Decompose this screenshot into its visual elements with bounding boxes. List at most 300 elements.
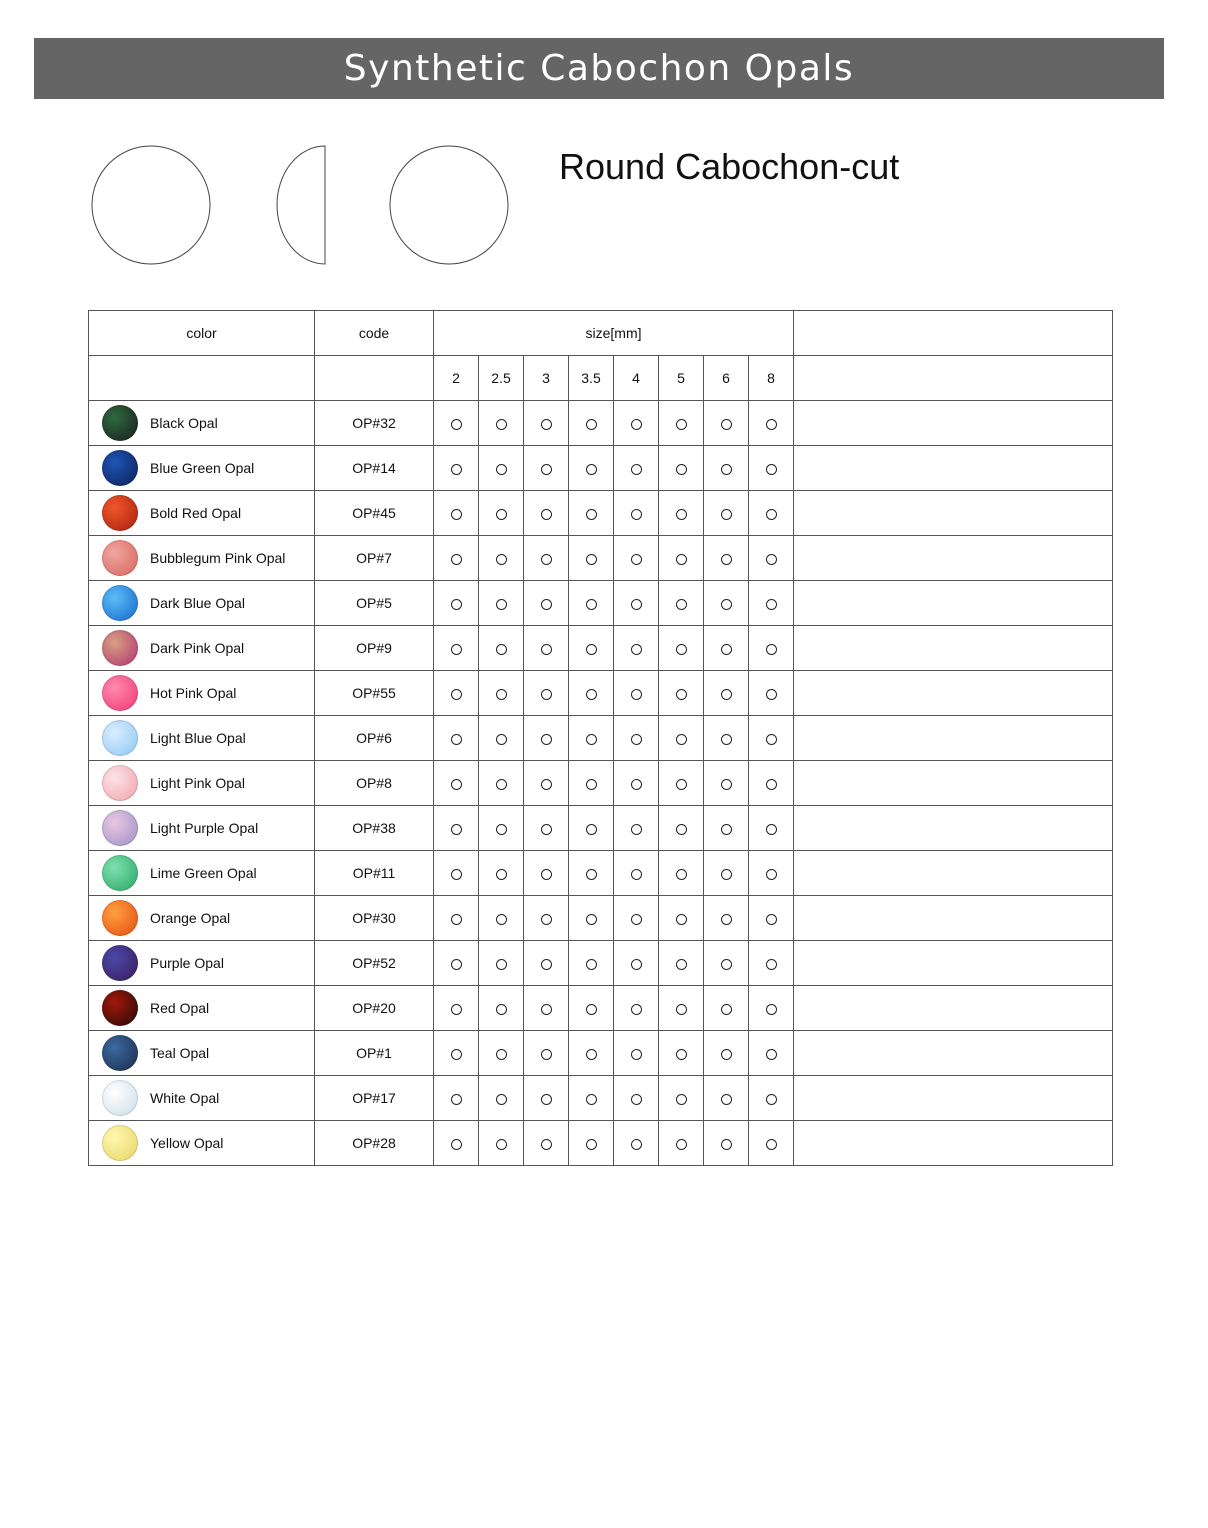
availability-circle-icon [766, 644, 777, 655]
availability-circle-icon [721, 554, 732, 565]
blank-cell [794, 626, 1113, 671]
availability-cell [749, 941, 794, 986]
availability-circle-icon [451, 689, 462, 700]
opal-name: Red Opal [150, 1000, 210, 1016]
opal-swatch-icon [102, 945, 138, 981]
size-header-cell: 2.5 [479, 356, 524, 401]
availability-circle-icon [721, 689, 732, 700]
availability-cell [524, 581, 569, 626]
availability-circle-icon [766, 869, 777, 880]
opal-name: Dark Pink Opal [150, 640, 245, 656]
availability-circle-icon [496, 959, 507, 970]
availability-circle-icon [766, 689, 777, 700]
size-header-cell: 2 [434, 356, 479, 401]
opal-code: OP#17 [315, 1076, 434, 1121]
blank-cell [794, 1121, 1113, 1166]
size-header-cell: 6 [704, 356, 749, 401]
availability-cell [524, 716, 569, 761]
availability-circle-icon [631, 1139, 642, 1150]
opal-swatch-icon [102, 540, 138, 576]
color-cell [89, 896, 315, 941]
opal-code: OP#45 [315, 491, 434, 536]
availability-circle-icon [496, 1139, 507, 1150]
opal-name: Light Pink Opal [150, 775, 245, 791]
availability-circle-icon [676, 914, 687, 925]
opal-code: OP#1 [315, 1031, 434, 1076]
opal-swatch-icon [102, 990, 138, 1026]
color-cell [89, 1076, 315, 1121]
availability-cell [524, 761, 569, 806]
availability-cell [614, 446, 659, 491]
availability-circle-icon [766, 464, 777, 475]
color-cell [89, 716, 315, 761]
availability-circle-icon [721, 1049, 732, 1060]
availability-cell [479, 671, 524, 716]
availability-cell [569, 581, 614, 626]
availability-cell [614, 851, 659, 896]
opal-swatch-icon [102, 900, 138, 936]
availability-cell [659, 401, 704, 446]
availability-circle-icon [451, 644, 462, 655]
blank-cell [794, 716, 1113, 761]
availability-circle-icon [541, 644, 552, 655]
color-cell [89, 491, 315, 536]
cabochon-shape-diagram [88, 142, 518, 270]
availability-circle-icon [496, 914, 507, 925]
availability-cell [659, 1076, 704, 1121]
availability-circle-icon [721, 734, 732, 745]
availability-cell [524, 851, 569, 896]
availability-circle-icon [586, 509, 597, 520]
availability-circle-icon [631, 914, 642, 925]
table-row [89, 401, 1113, 446]
table-row [89, 1076, 1113, 1121]
availability-circle-icon [766, 779, 777, 790]
opal-code: OP#32 [315, 401, 434, 446]
availability-circle-icon [721, 1094, 732, 1105]
opal-name: Purple Opal [150, 955, 224, 971]
table-row [89, 851, 1113, 896]
availability-circle-icon [676, 779, 687, 790]
availability-cell [614, 716, 659, 761]
availability-cell [704, 401, 749, 446]
availability-cell [569, 896, 614, 941]
availability-cell [749, 1121, 794, 1166]
availability-circle-icon [676, 1049, 687, 1060]
availability-cell [704, 716, 749, 761]
availability-circle-icon [541, 599, 552, 610]
color-cell [89, 1121, 315, 1166]
availability-cell [614, 401, 659, 446]
availability-cell [749, 581, 794, 626]
availability-cell [749, 671, 794, 716]
availability-cell [749, 491, 794, 536]
availability-circle-icon [451, 599, 462, 610]
availability-cell [569, 446, 614, 491]
availability-circle-icon [766, 509, 777, 520]
availability-cell [704, 941, 749, 986]
availability-circle-icon [721, 869, 732, 880]
availability-cell [614, 896, 659, 941]
opal-code: OP#28 [315, 1121, 434, 1166]
availability-circle-icon [451, 419, 462, 430]
availability-circle-icon [631, 1049, 642, 1060]
availability-cell [659, 716, 704, 761]
availability-circle-icon [451, 914, 462, 925]
availability-circle-icon [766, 1004, 777, 1015]
availability-cell [659, 986, 704, 1031]
availability-cell [479, 1031, 524, 1076]
side-view-dome [277, 146, 325, 264]
availability-circle-icon [586, 779, 597, 790]
color-cell [89, 671, 315, 716]
availability-circle-icon [676, 1004, 687, 1015]
availability-circle-icon [631, 824, 642, 835]
availability-circle-icon [541, 959, 552, 970]
availability-circle-icon [766, 1049, 777, 1060]
availability-cell [614, 491, 659, 536]
availability-cell [434, 896, 479, 941]
availability-circle-icon [586, 1094, 597, 1105]
table-row [89, 536, 1113, 581]
availability-cell [479, 806, 524, 851]
availability-cell [569, 716, 614, 761]
availability-circle-icon [676, 554, 687, 565]
table-row [89, 671, 1113, 716]
table-row [89, 491, 1113, 536]
availability-cell [704, 896, 749, 941]
opal-size-table [88, 310, 1113, 1166]
opal-code: OP#38 [315, 806, 434, 851]
availability-circle-icon [586, 419, 597, 430]
availability-circle-icon [451, 509, 462, 520]
availability-circle-icon [586, 869, 597, 880]
availability-circle-icon [631, 419, 642, 430]
availability-cell [434, 536, 479, 581]
availability-cell [749, 896, 794, 941]
availability-circle-icon [721, 914, 732, 925]
blank-cell [794, 1076, 1113, 1121]
availability-cell [569, 1031, 614, 1076]
availability-cell [479, 536, 524, 581]
availability-circle-icon [766, 419, 777, 430]
opal-name: Dark Blue Opal [150, 595, 245, 611]
blank-header-cell [794, 311, 1113, 356]
availability-cell [569, 761, 614, 806]
availability-circle-icon [631, 1004, 642, 1015]
availability-circle-icon [496, 1004, 507, 1015]
availability-circle-icon [451, 1049, 462, 1060]
opal-swatch-icon [102, 630, 138, 666]
availability-circle-icon [631, 599, 642, 610]
availability-cell [569, 1121, 614, 1166]
availability-cell [569, 401, 614, 446]
availability-circle-icon [586, 1049, 597, 1060]
availability-cell [659, 851, 704, 896]
availability-cell [479, 401, 524, 446]
blank-cell [794, 491, 1113, 536]
availability-circle-icon [496, 419, 507, 430]
color-cell [89, 986, 315, 1031]
opal-swatch-icon [102, 1080, 138, 1116]
availability-cell [434, 761, 479, 806]
blank-cell [89, 356, 315, 401]
availability-cell [434, 806, 479, 851]
blank-cell [794, 896, 1113, 941]
opal-name: Hot Pink Opal [150, 685, 237, 701]
color-cell [89, 581, 315, 626]
availability-cell [479, 626, 524, 671]
page-title: Synthetic Cabochon Opals [343, 48, 855, 89]
color-cell [89, 626, 315, 671]
availability-cell [749, 401, 794, 446]
availability-cell [749, 626, 794, 671]
blank-cell [794, 581, 1113, 626]
availability-cell [659, 671, 704, 716]
opal-name: Blue Green Opal [150, 460, 255, 476]
availability-cell [659, 896, 704, 941]
color-column-header: color [89, 311, 315, 356]
availability-circle-icon [676, 464, 687, 475]
opal-code: OP#7 [315, 536, 434, 581]
opal-swatch-icon [102, 855, 138, 891]
availability-cell [614, 581, 659, 626]
opal-name: Teal Opal [150, 1045, 210, 1061]
availability-circle-icon [766, 554, 777, 565]
availability-circle-icon [586, 1004, 597, 1015]
availability-cell [569, 671, 614, 716]
table-row [89, 1121, 1113, 1166]
table-row [89, 986, 1113, 1031]
availability-circle-icon [631, 554, 642, 565]
availability-circle-icon [496, 464, 507, 475]
opal-code: OP#11 [315, 851, 434, 896]
availability-cell [614, 671, 659, 716]
availability-cell [659, 806, 704, 851]
availability-circle-icon [586, 554, 597, 565]
availability-cell [434, 941, 479, 986]
availability-circle-icon [631, 464, 642, 475]
availability-cell [569, 536, 614, 581]
availability-circle-icon [766, 734, 777, 745]
table-row [89, 716, 1113, 761]
availability-circle-icon [451, 1094, 462, 1105]
opal-swatch-icon [102, 495, 138, 531]
availability-cell [434, 986, 479, 1031]
availability-cell [524, 1121, 569, 1166]
availability-cell [479, 851, 524, 896]
availability-circle-icon [676, 1094, 687, 1105]
availability-circle-icon [676, 644, 687, 655]
availability-cell [704, 1076, 749, 1121]
availability-circle-icon [496, 1049, 507, 1060]
availability-circle-icon [766, 914, 777, 925]
availability-cell [659, 626, 704, 671]
availability-cell [569, 941, 614, 986]
availability-circle-icon [496, 824, 507, 835]
size-header-cell: 3 [524, 356, 569, 401]
opal-swatch-icon [102, 405, 138, 441]
opal-code: OP#30 [315, 896, 434, 941]
availability-circle-icon [541, 689, 552, 700]
availability-circle-icon [721, 1004, 732, 1015]
availability-circle-icon [586, 599, 597, 610]
availability-circle-icon [631, 1094, 642, 1105]
availability-circle-icon [586, 689, 597, 700]
size-header-cell: 8 [749, 356, 794, 401]
color-cell [89, 446, 315, 491]
availability-circle-icon [586, 464, 597, 475]
availability-cell [749, 806, 794, 851]
availability-cell [569, 1076, 614, 1121]
availability-circle-icon [721, 509, 732, 520]
availability-circle-icon [541, 824, 552, 835]
availability-circle-icon [586, 1139, 597, 1150]
availability-cell [704, 1121, 749, 1166]
opal-name: Bold Red Opal [150, 505, 242, 521]
color-cell [89, 761, 315, 806]
availability-cell [479, 446, 524, 491]
availability-circle-icon [541, 914, 552, 925]
availability-cell [434, 491, 479, 536]
availability-circle-icon [721, 464, 732, 475]
table-row [89, 761, 1113, 806]
availability-circle-icon [676, 419, 687, 430]
availability-cell [569, 986, 614, 1031]
availability-circle-icon [586, 824, 597, 835]
availability-circle-icon [541, 554, 552, 565]
opal-name: Yellow Opal [150, 1135, 224, 1151]
availability-circle-icon [631, 509, 642, 520]
opal-swatch-icon [102, 765, 138, 801]
opal-code: OP#20 [315, 986, 434, 1031]
availability-circle-icon [631, 644, 642, 655]
availability-circle-icon [451, 464, 462, 475]
availability-cell [704, 671, 749, 716]
availability-cell [749, 1031, 794, 1076]
availability-cell [479, 986, 524, 1031]
table-row [89, 446, 1113, 491]
availability-cell [704, 626, 749, 671]
availability-circle-icon [676, 599, 687, 610]
availability-cell [614, 1031, 659, 1076]
availability-circle-icon [766, 599, 777, 610]
availability-circle-icon [766, 959, 777, 970]
availability-circle-icon [676, 509, 687, 520]
availability-circle-icon [721, 959, 732, 970]
opal-code: OP#55 [315, 671, 434, 716]
availability-circle-icon [541, 509, 552, 520]
availability-circle-icon [676, 869, 687, 880]
blank-cell [794, 671, 1113, 716]
availability-cell [569, 491, 614, 536]
availability-circle-icon [721, 824, 732, 835]
availability-cell [704, 446, 749, 491]
availability-cell [614, 1076, 659, 1121]
opal-swatch-icon [102, 1125, 138, 1161]
availability-circle-icon [586, 644, 597, 655]
availability-circle-icon [541, 1004, 552, 1015]
availability-cell [704, 986, 749, 1031]
opal-name: White Opal [150, 1090, 220, 1106]
availability-circle-icon [721, 599, 732, 610]
availability-circle-icon [631, 779, 642, 790]
blank-cell [794, 761, 1113, 806]
availability-cell [749, 716, 794, 761]
availability-circle-icon [451, 734, 462, 745]
availability-cell [524, 896, 569, 941]
availability-circle-icon [631, 869, 642, 880]
availability-cell [479, 941, 524, 986]
availability-cell [434, 446, 479, 491]
availability-circle-icon [541, 1049, 552, 1060]
availability-cell [704, 806, 749, 851]
availability-cell [524, 401, 569, 446]
color-cell [89, 941, 315, 986]
availability-circle-icon [586, 914, 597, 925]
size-header-cell: 3.5 [569, 356, 614, 401]
opal-code: OP#9 [315, 626, 434, 671]
availability-cell [434, 671, 479, 716]
availability-circle-icon [676, 824, 687, 835]
opal-name: Orange Opal [150, 910, 231, 926]
availability-cell [524, 806, 569, 851]
availability-circle-icon [541, 464, 552, 475]
opal-name: Bubblegum Pink Opal [150, 550, 286, 566]
availability-cell [704, 581, 749, 626]
availability-cell [524, 491, 569, 536]
blank-cell [794, 1031, 1113, 1076]
availability-circle-icon [496, 554, 507, 565]
availability-cell [524, 1031, 569, 1076]
availability-cell [434, 1031, 479, 1076]
size-header-cell: 4 [614, 356, 659, 401]
availability-cell [704, 536, 749, 581]
availability-cell [614, 536, 659, 581]
availability-circle-icon [541, 419, 552, 430]
code-column-header: code [315, 311, 434, 356]
availability-cell [479, 581, 524, 626]
availability-circle-icon [496, 644, 507, 655]
title-banner [34, 38, 1164, 99]
availability-cell [749, 536, 794, 581]
color-cell [89, 1031, 315, 1076]
availability-circle-icon [541, 779, 552, 790]
availability-cell [659, 581, 704, 626]
availability-cell [479, 1121, 524, 1166]
opal-name: Black Opal [150, 415, 218, 431]
availability-cell [434, 401, 479, 446]
availability-cell [524, 986, 569, 1031]
availability-circle-icon [496, 689, 507, 700]
availability-cell [614, 626, 659, 671]
availability-cell [659, 1031, 704, 1076]
availability-cell [479, 1076, 524, 1121]
availability-cell [479, 761, 524, 806]
availability-cell [659, 491, 704, 536]
availability-cell [569, 851, 614, 896]
color-cell [89, 851, 315, 896]
availability-cell [614, 941, 659, 986]
availability-cell [659, 761, 704, 806]
availability-cell [749, 1076, 794, 1121]
availability-cell [434, 851, 479, 896]
availability-cell [704, 491, 749, 536]
availability-circle-icon [721, 1139, 732, 1150]
table-row [89, 1031, 1113, 1076]
availability-circle-icon [496, 779, 507, 790]
availability-cell [749, 851, 794, 896]
